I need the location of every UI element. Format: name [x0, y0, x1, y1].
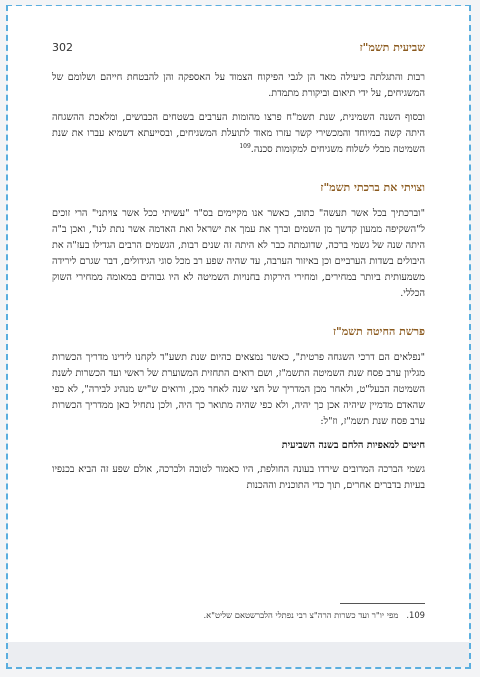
paragraph-4: "נפלאים הם דרכי השגחה פרטית", כאשר נמצאים כהיום שנת תשע"ד לקחנו לידינו מדריך הכשרות מגליון ערב פסח שנת השמיטה התשמ"ז, ושם רואים התחזית המשוערת של ראשי ועד הכשרות לשנת השמיטה הבעל"ט, ולאחר מכן המדריך של חצי שנה לאחר מכן, ורואים ש"יש מנהיג לבירה", לא כפי שהאדם מדמיין שיהיה אכן כך יהיה, ולא כפי שהיה מתואר כך היה, ולכן נתחיל כאן ממדריך הכשרות ערב פסח שנת תשמ"ז, וז"ל:	[52, 352, 425, 427]
document-page	[8, 6, 469, 642]
footnote	[52, 610, 425, 620]
page-number: 302	[52, 41, 73, 54]
section-heading-blessing: וצויתי את ברכתי תשמ"ז	[320, 181, 425, 194]
bottom-strip	[8, 642, 469, 667]
paragraph-1: רבות והתגלתה כיעילה מאד הן לגבי הפיקוח הצמוד על האספקה והן להבטחת חייהם ושלומם של המשגיחים, על ידי תיאום וביקורת מתמדת.	[52, 72, 425, 99]
paragraph-2-text: ובסוף השנה השמינית, שנת תשמ"ח פרצו מהומות הערבים בשטחים הכבושים, ומלאכת ההשגחה היתה קשה במיוחד והמכשירי קשר עזרו מאוד לתועלת המשגיחים, ובסייעתא דשמיא עברו את שנת השמיטה מבלי לשלוח משגיחים למקומות סכנה.	[52, 112, 425, 155]
page-content	[52, 70, 425, 502]
footnote-text: מפי יו"ר ועד כשרות הרה"צ רבי נפתלי הלברשטאם שליט"א.	[203, 610, 399, 620]
paragraph-2	[52, 110, 425, 158]
page-header	[52, 41, 425, 57]
running-title: שביעית תשמ"ז	[359, 41, 425, 54]
paragraph-3: "וברכתיך בכל אשר תעשה" כתוב, כאשר אנו מקיימים בס"ד "עשיתי ככל אשר צויתני" הרי זוכים ל"השקיפה ממעון קדשך מן השמים וברך את עמך את ישראל ואת האדמה אשר נתת לנו", ואכן ב"ה היתה שנה של גשמי ברכה, שדוגמתה כבר לא היתה זה שנים רבות, הגשמים הרבים הגדילו בעז"ה את היבולים בשדות הערביים וכן באיזור הערבה, עד שהיה שפע רב מכל סוגי הגידולים, דבר שגרם לירידה משמעותית ביותר במחירים, ומחירי הירקות בחנויות השמיטה לא היו גבוהים במאומה ממחירי השוק הכללי.	[52, 208, 425, 299]
footnote-divider	[340, 603, 425, 604]
section-heading-wheat: פרשת החיטה תשמ"ז	[332, 325, 425, 338]
footnote-number: 109.	[406, 610, 425, 620]
footnote-reference[interactable]: 109	[239, 142, 251, 150]
subheading-wheat-bakeries: חיטים למאפיות הלחם בשנה השביעית	[281, 440, 425, 451]
paragraph-5: גשמי הברכה המרובים שירדו בעונה החולפת, היו כאמור לטובה ולברכה, אולם שפע זה הביא בכנפיו בעיות בדברים אחרים, תוך כדי התוכנית וההכנות	[52, 464, 425, 491]
